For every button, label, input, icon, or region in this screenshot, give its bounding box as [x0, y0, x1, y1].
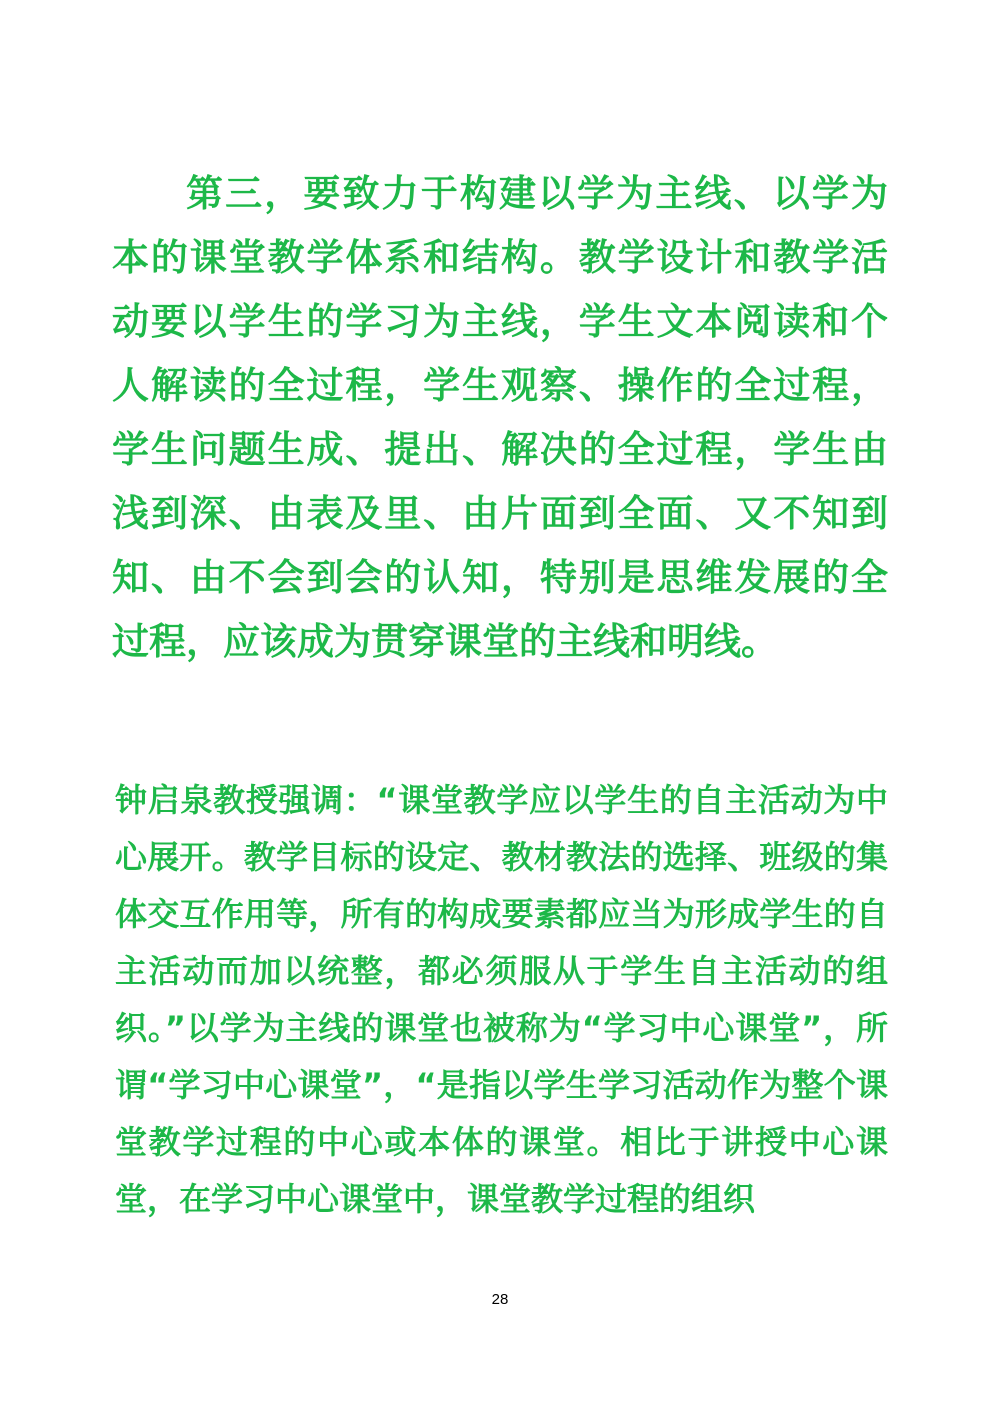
- paragraph-quote-zhong-qiquan: 钟启泉教授强调：“课堂教学应以学生的自主活动为中心展开。教学目标的设定、教材教法的选择、班级的集体交互作用等，所有的构成要素都应当为形成学生的自主活动而加以统整，都必须服从于学生自主活动的组织。”以学为主线的课堂也被称为“学习中心课堂”，所谓“学习中心课堂”，“是指以学生学习活动作为整个课堂教学过程的中心或本体的课堂。相比于讲授中心课堂，在学习中心课堂中，课堂教学过程的组织: [115, 781, 888, 1218]
- paragraph-third-point: 第三，要致力于构建以学为主线、以学为本的课堂教学体系和结构。教学设计和教学活动要以学生的学习为主线，学生文本阅读和个人解读的全过程，学生观察、操作的全过程，学生问题生成、提出、解决的全过程，学生由浅到深、由表及里、由片面到全面、又不知到知、由不会到会的认知，特别是思维发展的全过程，应该成为贯穿课堂的主线和明线。: [112, 172, 888, 663]
- page-number: 28: [491, 1291, 509, 1308]
